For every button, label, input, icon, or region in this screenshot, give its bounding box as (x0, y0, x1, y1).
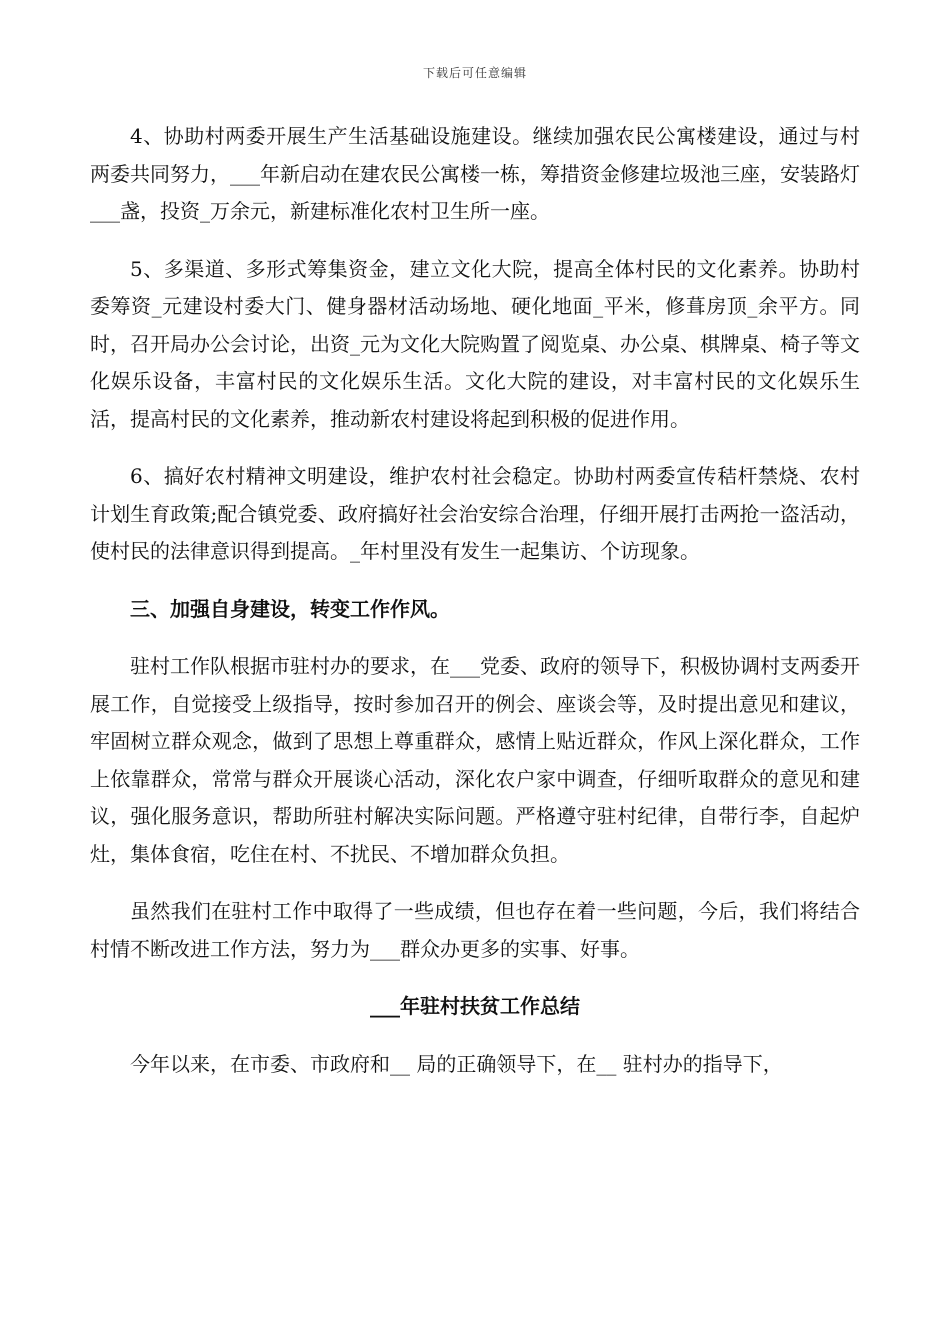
paragraph-item-6: 6、搞好农村精神文明建设，维护农村社会稳定。协助村两委宣传秸杆禁烧、农村计划生育政策;配合镇党委、政府搞好社会治安综合治理，仔细开展打击两抢一盗活动，使村民的法律意识得到提高。_年村里没有发生一起集访、个访现象。 (90, 464, 860, 563)
section-paragraph-2: 虽然我们在驻村工作中取得了一些成绩，但也存在着一些问题，今后，我们将结合村情不断改进工作方法，努力为___群众办更多的实事、好事。 (90, 899, 860, 961)
document-title: ___年驻村扶贫工作总结 (370, 994, 580, 1018)
page-header: 下载后可任意编辑 (422, 66, 527, 80)
paragraph-item-4: 4、协助村两委开展生产生活基础设施建设。继续加强农民公寓楼建设，通过与村两委共同努力，___年新启动在建农民公寓楼一栋，筹措资金修建垃圾池三座，安装路灯___盏，投资_万余元，新建标准化农村卫生所一座。 (90, 124, 860, 223)
section-heading: 三、加强自身建设，转变工作作风。 (130, 596, 450, 621)
document-body (90, 118, 860, 1103)
intro-paragraph: 今年以来，在市委、市政府和__ 局的正确领导下，在__ 驻村办的指导下， (130, 1051, 783, 1076)
paragraph-item-5: 5、多渠道、多形式筹集资金，建立文化大院，提高全体村民的文化素养。协助村委筹资_元建设村委大门、健身器材活动场地、硬化地面_平米，修葺房顶_余平方。同时，召开局办公会讨论，出资_元为文化大院购置了阅览桌、办公桌、棋牌桌、椅子等文化娱乐设备，丰富村民的文化娱乐生活。文化大院的建设，对丰富村民的文化娱乐生活，提高村民的文化素养，推动新农村建设将起到积极的促进作用。 (90, 256, 860, 431)
section-paragraph-1: 驻村工作队根据市驻村办的要求，在___党委、政府的领导下，积极协调村支两委开展工作，自觉接受上级指导，按时参加召开的例会、座谈会等，及时提出意见和建议，牢固树立群众观念，做到了思想上尊重群众，感情上贴近群众，作风上深化群众，工作上依靠群众，常常与群众开展谈心活动，深化农户家中调查，仔细听取群众的意见和建议，强化服务意识，帮助所驻村解决实际问题。严格遵守驻村纪律，自带行李，自起炉灶，集体食宿，吃住在村、不扰民、不增加群众负担。 (90, 654, 860, 866)
